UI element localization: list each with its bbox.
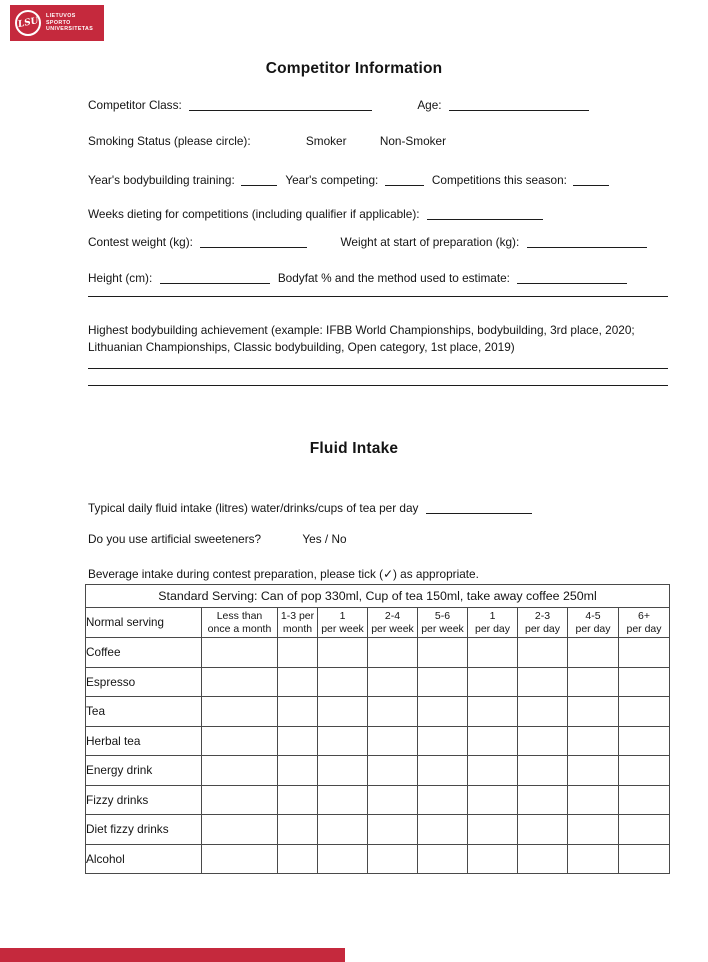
tick-cell[interactable] [418,815,468,845]
years-training-label: Year's bodybuilding training: [88,173,235,187]
frequency-header-cell: 1 per week [318,608,368,638]
sweetener-yes-no-options[interactable]: Yes / No [302,532,347,546]
standard-serving-row [86,585,670,608]
frequency-header-cell: 4-5 per day [568,608,619,638]
tick-cell[interactable] [568,697,619,727]
tick-cell[interactable] [278,844,318,874]
age-label: Age: [417,98,442,112]
tick-cell[interactable] [368,756,418,786]
tick-cell[interactable] [318,726,368,756]
competitions-season-label: Competitions this season: [431,173,567,187]
tick-cell[interactable] [418,726,468,756]
weeks-dieting-line [88,205,543,221]
beverage-label: Tea [86,697,202,727]
lsu-monogram: LSU [16,15,40,31]
frequency-header-cell: 1-3 per month [278,608,318,638]
tick-cell[interactable] [518,638,568,668]
bodyfat-label: Bodyfat % and the method used to estimate: [277,271,510,285]
tick-cell[interactable] [368,815,418,845]
non-smoker-option[interactable]: Non-Smoker [379,134,447,148]
tick-cell[interactable] [278,726,318,756]
university-name-line: SPORTO [46,19,71,26]
tick-cell[interactable] [468,667,518,697]
bodyfat-field[interactable] [517,271,627,284]
tick-cell[interactable] [468,638,518,668]
tick-cell[interactable] [318,638,368,668]
beverage-label: Fizzy drinks [86,785,202,815]
contest-weight-field[interactable] [200,235,307,248]
competitor-class-field[interactable] [189,98,372,111]
frequency-header-cell: 5-6 per week [418,608,468,638]
tick-cell[interactable] [318,667,368,697]
tick-cell[interactable] [368,638,418,668]
tick-cell[interactable] [418,844,468,874]
smoker-option[interactable]: Smoker [305,134,347,148]
fluid-intake-title: Fluid Intake [309,440,399,457]
tick-cell[interactable] [468,785,518,815]
tick-cell[interactable] [368,697,418,727]
beverage-row [86,756,670,786]
frequency-header-row [86,608,670,638]
tick-cell[interactable] [368,667,418,697]
frequency-header-cell: 2-4 per week [368,608,418,638]
beverage-table-body [86,638,670,874]
frequency-header-cell: Less than once a month [202,608,278,638]
write-in-rule[interactable] [88,296,668,297]
tick-cell[interactable] [468,756,518,786]
tick-cell[interactable] [619,815,670,845]
years-competing-field[interactable] [385,173,424,186]
start-weight-label: Weight at start of preparation (kg): [340,235,520,249]
lsu-emblem-icon [15,10,41,36]
tick-cell[interactable] [518,697,568,727]
achievement-rule-1[interactable] [88,368,668,369]
tick-cell[interactable] [202,726,278,756]
frequency-header-cell: 6+ per day [619,608,670,638]
tick-cell[interactable] [468,726,518,756]
tick-cell[interactable] [619,785,670,815]
tick-cell[interactable] [568,638,619,668]
tick-cell[interactable] [278,638,318,668]
standard-serving-note: Standard Serving: Can of pop 330ml, Cup of tea 150ml, take away coffee 250ml [86,585,670,608]
tick-cell[interactable] [278,815,318,845]
tick-cell[interactable] [468,815,518,845]
tick-cell[interactable] [318,756,368,786]
tick-cell[interactable] [518,815,568,845]
beverage-row [86,815,670,845]
tick-cell[interactable] [278,667,318,697]
university-name-line: UNIVERSITETAS [46,26,94,33]
competitions-season-field[interactable] [573,173,609,186]
frequency-header-cell: 1 per day [468,608,518,638]
tick-cell[interactable] [418,756,468,786]
tick-cell[interactable] [202,697,278,727]
tick-cell[interactable] [619,638,670,668]
tick-cell[interactable] [518,844,568,874]
tick-cell[interactable] [418,785,468,815]
beverage-row [86,726,670,756]
tick-cell[interactable] [368,726,418,756]
tick-cell[interactable] [518,667,568,697]
height-field[interactable] [160,271,270,284]
smoking-status-label: Smoking Status (please circle): [88,134,251,148]
tick-cell[interactable] [468,844,518,874]
beverage-table-intro: Beverage intake during contest preparation, please tick (✓) as appropriate. [88,567,479,581]
beverage-label: Alcohol [86,844,202,874]
tick-cell[interactable] [318,697,368,727]
typical-intake-field[interactable] [426,501,532,514]
beverage-row [86,844,670,874]
achievement-note: Highest bodybuilding achievement (example: IFBB World Championships, bodybuilding, 3rd place, 2020; Lithuanian Championships, Classic bodybuilding, Open category, 1st place, 2019) [88,323,635,354]
tick-cell[interactable] [418,697,468,727]
height-bodyfat-line [88,269,627,285]
beverage-row [86,638,670,668]
university-logo [10,5,104,41]
experience-line [88,171,609,187]
tick-cell[interactable] [318,785,368,815]
tick-cell[interactable] [619,844,670,874]
beverage-label: Diet fizzy drinks [86,815,202,845]
tick-cell[interactable] [418,638,468,668]
tick-cell[interactable] [568,815,619,845]
beverage-label: Espresso [86,667,202,697]
university-name-line: LIETUVOS [46,13,76,20]
tick-cell[interactable] [568,844,619,874]
beverage-row [86,785,670,815]
height-label: Height (cm): [88,271,153,285]
tick-cell[interactable] [202,638,278,668]
tick-cell[interactable] [202,667,278,697]
normal-serving-header: Normal serving [86,608,202,638]
tick-cell[interactable] [568,667,619,697]
typical-intake-line [88,499,532,515]
tick-cell[interactable] [568,785,619,815]
beverage-frequency-table [85,584,670,874]
tick-cell[interactable] [619,667,670,697]
weeks-dieting-field[interactable] [427,207,543,220]
beverage-row [86,697,670,727]
tick-cell[interactable] [418,667,468,697]
tick-cell[interactable] [278,785,318,815]
tick-cell[interactable] [278,756,318,786]
tick-cell[interactable] [278,697,318,727]
tick-cell[interactable] [468,697,518,727]
competitor-class-label: Competitor Class: [88,98,182,112]
footer-accent-bar [0,948,345,962]
typical-intake-label: Typical daily fluid intake (litres) water/drinks/cups of tea per day [88,501,419,515]
competitor-info-title: Competitor Information [265,60,443,77]
tick-cell[interactable] [202,815,278,845]
tick-cell[interactable] [619,756,670,786]
smoking-status-line [88,134,446,148]
tick-cell[interactable] [318,844,368,874]
sweetener-question-label: Do you use artificial sweeteners? [88,532,262,546]
tick-cell[interactable] [202,844,278,874]
beverage-label: Energy drink [86,756,202,786]
weight-line [88,233,647,249]
achievement-rule-2[interactable] [88,385,668,386]
age-field[interactable] [449,98,589,111]
tick-cell[interactable] [318,815,368,845]
start-weight-field[interactable] [527,235,647,248]
tick-cell[interactable] [518,726,568,756]
beverage-label: Coffee [86,638,202,668]
tick-cell[interactable] [368,844,418,874]
tick-cell[interactable] [368,785,418,815]
tick-cell[interactable] [568,756,619,786]
frequency-header-cell: 2-3 per day [518,608,568,638]
university-name [46,13,93,32]
years-training-field[interactable] [241,173,277,186]
tick-cell[interactable] [202,756,278,786]
weeks-dieting-label: Weeks dieting for competitions (including qualifier if applicable): [88,207,420,221]
tick-cell[interactable] [518,756,568,786]
tick-cell[interactable] [518,785,568,815]
tick-cell[interactable] [619,697,670,727]
contest-weight-label: Contest weight (kg): [88,235,193,249]
sweetener-line [88,532,347,546]
years-competing-label: Year's competing: [285,173,379,187]
beverage-label: Herbal tea [86,726,202,756]
tick-cell[interactable] [619,726,670,756]
tick-cell[interactable] [202,785,278,815]
competitor-class-line [88,96,589,112]
tick-cell[interactable] [568,726,619,756]
beverage-row [86,667,670,697]
